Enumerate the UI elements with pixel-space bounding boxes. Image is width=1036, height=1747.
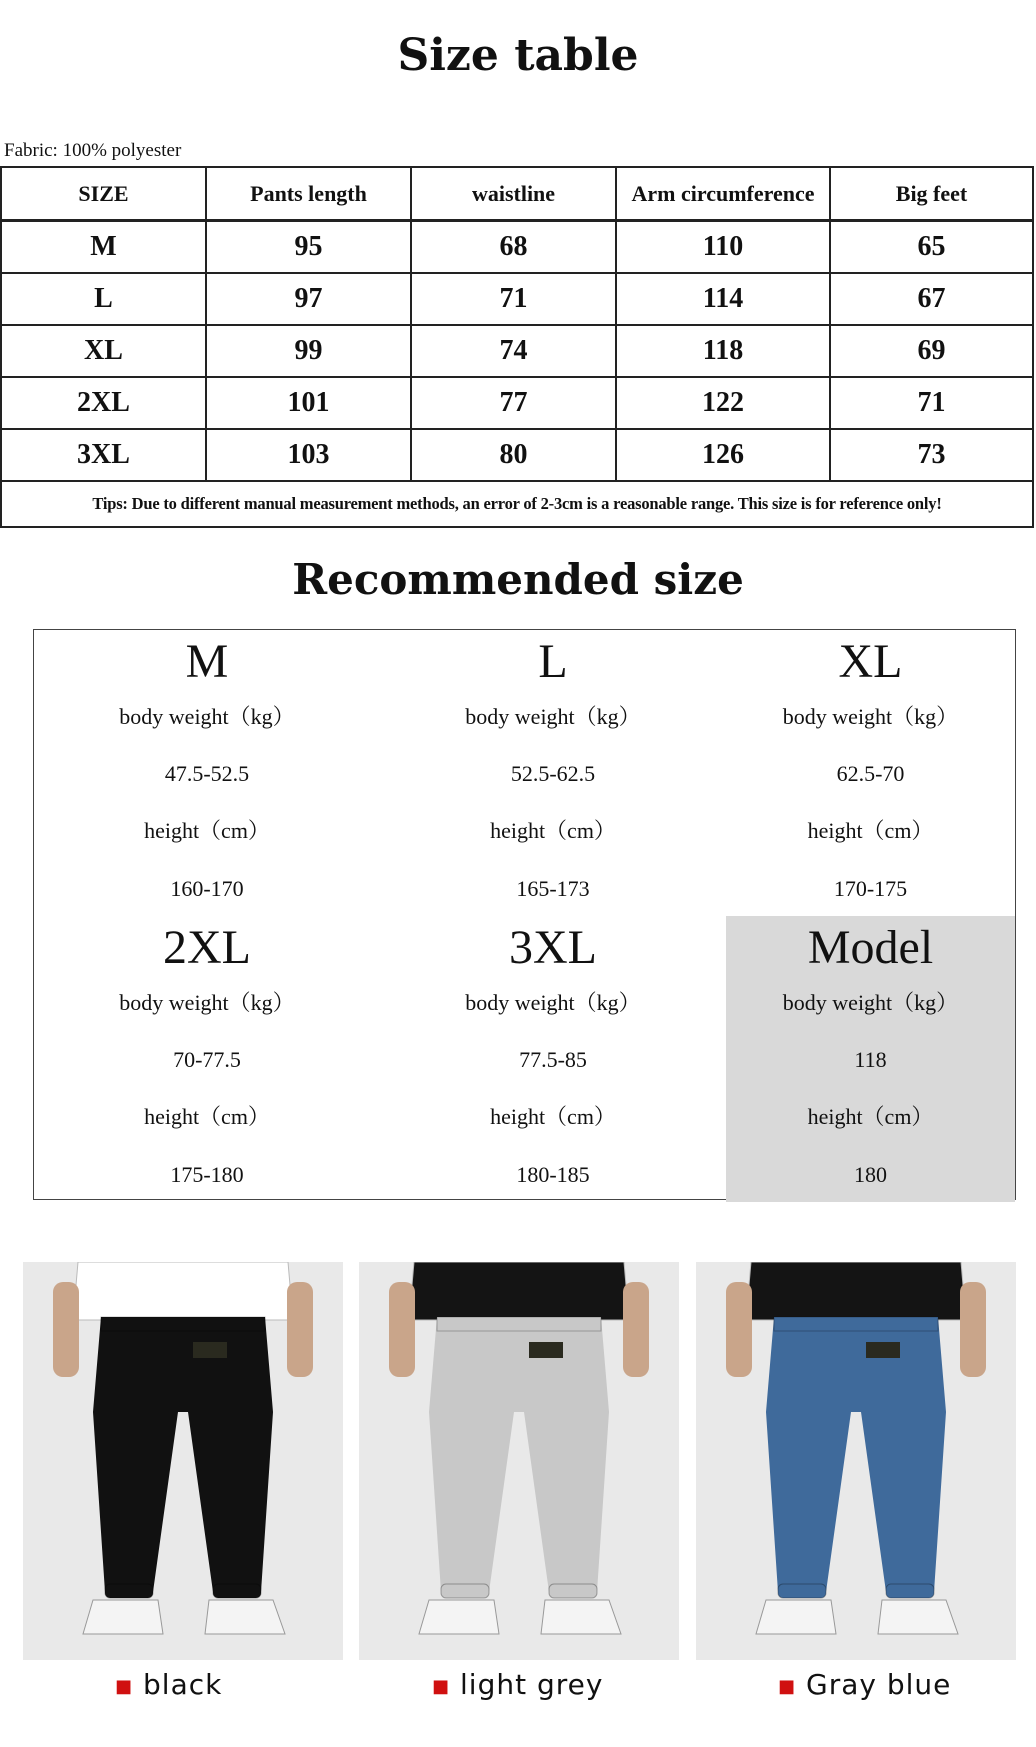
recommended-size-title: Recommended size: [292, 555, 744, 604]
color-caption-gray-blue: [778, 1668, 951, 1701]
header-waistline: waistline: [411, 167, 616, 221]
header-arm-circumference: Arm circumference: [616, 167, 830, 221]
arm-right: [960, 1282, 986, 1377]
waistband: [437, 1317, 601, 1331]
cuff-left: [441, 1584, 489, 1598]
top-garment: [746, 1262, 966, 1320]
table-cell: L: [1, 273, 206, 325]
height-value: 180: [854, 1162, 887, 1187]
top-garment: [73, 1262, 293, 1320]
recommended-cell-m: [34, 630, 380, 916]
table-cell: 99: [206, 325, 411, 377]
table-cell: 101: [206, 377, 411, 429]
recommended-cell-2xl: [34, 916, 380, 1202]
shoe-right: [878, 1600, 958, 1634]
product-photo-gray-blue: [696, 1262, 1016, 1660]
cuff-left: [778, 1584, 826, 1598]
weight-value: 70-77.5: [173, 1047, 241, 1072]
arm-left: [53, 1282, 79, 1377]
color-name: Gray blue: [806, 1668, 952, 1701]
table-cell: 97: [206, 273, 411, 325]
table-row: [1, 429, 1033, 481]
table-cell: 71: [411, 273, 616, 325]
arm-left: [726, 1282, 752, 1377]
recommended-size-grid: [33, 629, 1016, 1200]
bullet-icon: ■: [432, 1675, 451, 1697]
weight-label: body weight（kg）: [782, 704, 959, 729]
arm-left: [389, 1282, 415, 1377]
weight-value: 118: [854, 1047, 887, 1072]
table-header-row: [1, 167, 1033, 221]
header-size: SIZE: [1, 167, 206, 221]
table-cell: XL: [1, 325, 206, 377]
weight-label: body weight（kg）: [465, 704, 641, 729]
color-name: black: [143, 1668, 223, 1701]
table-cell: 65: [830, 221, 1033, 274]
cuff-left: [105, 1584, 153, 1598]
weight-label: body weight（kg）: [119, 990, 295, 1015]
table-cell: 73: [830, 429, 1033, 481]
shoe-left: [83, 1600, 163, 1634]
cuff-right: [213, 1584, 261, 1598]
recommended-size-label: L: [538, 635, 568, 688]
recommended-size-label: XL: [838, 635, 903, 688]
arm-right: [623, 1282, 649, 1377]
height-label: height（cm）: [144, 818, 270, 843]
height-label: height（cm）: [807, 818, 934, 843]
label-patch: [866, 1342, 900, 1358]
product-photo-black: [23, 1262, 343, 1660]
weight-value: 47.5-52.5: [164, 761, 250, 786]
table-cell: 69: [830, 325, 1033, 377]
recommended-size-label: 3XL: [509, 921, 597, 974]
height-value: 170-175: [833, 876, 908, 901]
size-table-title: Size table: [397, 30, 639, 81]
waistband: [774, 1317, 938, 1331]
weight-value: 62.5-70: [836, 761, 905, 786]
weight-value: 77.5-85: [519, 1047, 587, 1072]
table-row: [1, 221, 1033, 274]
color-caption-light-grey: [432, 1668, 603, 1701]
weight-label: body weight（kg）: [119, 704, 295, 729]
recommended-cell-3xl: [380, 916, 726, 1202]
table-cell: 2XL: [1, 377, 206, 429]
shoe-left: [419, 1600, 499, 1634]
bullet-icon: ■: [115, 1675, 134, 1697]
bullet-icon: ■: [778, 1675, 797, 1697]
label-patch: [529, 1342, 563, 1358]
weight-label: body weight（kg）: [465, 990, 641, 1015]
height-label: height（cm）: [144, 1104, 270, 1129]
recommended-size-label: M: [185, 635, 229, 688]
table-cell: 122: [616, 377, 830, 429]
recommended-size-label: Model: [807, 921, 934, 974]
recommended-cell-model: [726, 916, 1015, 1202]
table-cell: 67: [830, 273, 1033, 325]
table-cell: 80: [411, 429, 616, 481]
table-cell: 95: [206, 221, 411, 274]
table-cell: 3XL: [1, 429, 206, 481]
product-photo-light-grey: [359, 1262, 679, 1660]
table-cell: 68: [411, 221, 616, 274]
recommended-cell-xl: [726, 630, 1015, 916]
height-value: 180-185: [516, 1162, 590, 1187]
height-value: 175-180: [170, 1162, 244, 1187]
weight-value: 52.5-62.5: [510, 761, 596, 786]
header-big-feet: Big feet: [830, 167, 1033, 221]
table-cell: 71: [830, 377, 1033, 429]
cuff-right: [886, 1584, 934, 1598]
weight-label: body weight（kg）: [782, 990, 959, 1015]
table-cell: 74: [411, 325, 616, 377]
height-value: 165-173: [516, 876, 590, 901]
table-cell: 114: [616, 273, 830, 325]
shoe-right: [205, 1600, 285, 1634]
arm-right: [287, 1282, 313, 1377]
color-name: light grey: [460, 1668, 604, 1701]
recommended-cell-l: [380, 630, 726, 916]
table-cell: M: [1, 221, 206, 274]
top-garment: [409, 1262, 629, 1320]
table-row: [1, 325, 1033, 377]
header-pants-length: Pants length: [206, 167, 411, 221]
recommended-size-label: 2XL: [163, 921, 251, 974]
tips-note: Tips: Due to different manual measurement methods, an error of 2-3cm is a reasonable range. This size is for reference only!: [1, 481, 1033, 527]
shoe-right: [541, 1600, 621, 1634]
table-row: [1, 273, 1033, 325]
table-cell: 126: [616, 429, 830, 481]
height-label: height（cm）: [807, 1104, 934, 1129]
table-cell: 110: [616, 221, 830, 274]
height-label: height（cm）: [490, 818, 616, 843]
fabric-note: Fabric: 100% polyester: [4, 140, 182, 161]
color-caption-black: [115, 1668, 222, 1701]
height-label: height（cm）: [490, 1104, 616, 1129]
cuff-right: [549, 1584, 597, 1598]
height-value: 160-170: [170, 876, 244, 901]
table-cell: 118: [616, 325, 830, 377]
table-cell: 103: [206, 429, 411, 481]
shoe-left: [756, 1600, 836, 1634]
tips-row: [1, 481, 1033, 527]
waistband: [101, 1317, 265, 1331]
table-cell: 77: [411, 377, 616, 429]
label-patch: [193, 1342, 227, 1358]
table-row: [1, 377, 1033, 429]
size-table: [0, 166, 1034, 528]
